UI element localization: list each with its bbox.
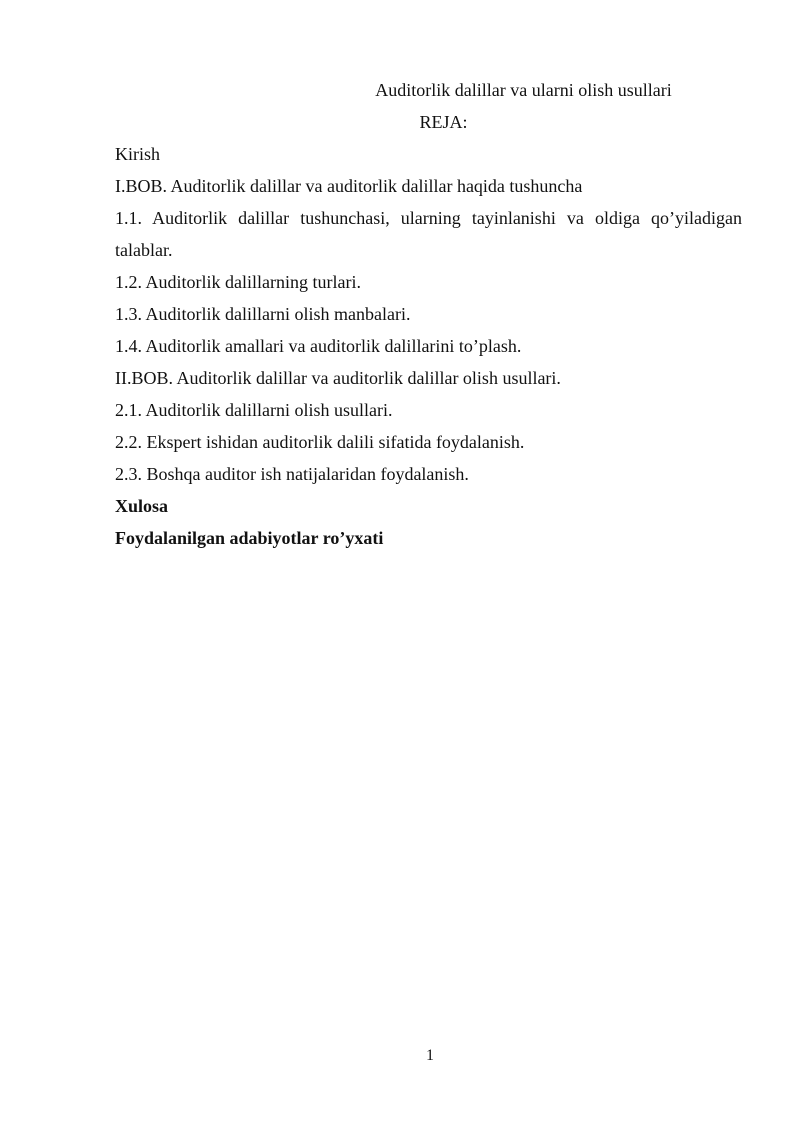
toc-section-2-2: 2.2. Ekspert ishidan auditorlik dalili sifatida foydalanish. (115, 432, 525, 452)
toc-section-1-3: 1.3. Auditorlik dalillarni olish manbalari. (115, 304, 411, 324)
table-of-contents (115, 138, 742, 554)
toc-chapter-2: II.BOB. Auditorlik dalillar va auditorlik dalillar olish usullari. (115, 368, 561, 388)
title-block (115, 74, 742, 138)
toc-references: Foydalanilgan adabiyotlar ro’yxati (115, 528, 384, 548)
toc-conclusion: Xulosa (115, 496, 169, 516)
document-title: Auditorlik dalillar va ularni olish usullari (375, 80, 672, 100)
page-number: 1 (426, 1047, 434, 1064)
toc-section-2-3: 2.3. Boshqa auditor ish natijalaridan foydalanish. (115, 464, 469, 484)
toc-section-1-1: 1.1. Auditorlik dalillar tushunchasi, ularning tayinlanishi va oldiga qo’yiladigan talablar. (115, 208, 742, 260)
toc-chapter-1: I.BOB. Auditorlik dalillar va auditorlik dalillar haqida tushuncha (115, 176, 583, 196)
toc-section-1-2: 1.2. Auditorlik dalillarning turlari. (115, 272, 361, 292)
plan-heading: REJA: (419, 112, 468, 132)
toc-section-1-4: 1.4. Auditorlik amallari va auditorlik dalillarini to’plash. (115, 336, 522, 356)
toc-intro: Kirish (115, 144, 160, 164)
toc-section-2-1: 2.1. Auditorlik dalillarni olish usullari. (115, 400, 393, 420)
